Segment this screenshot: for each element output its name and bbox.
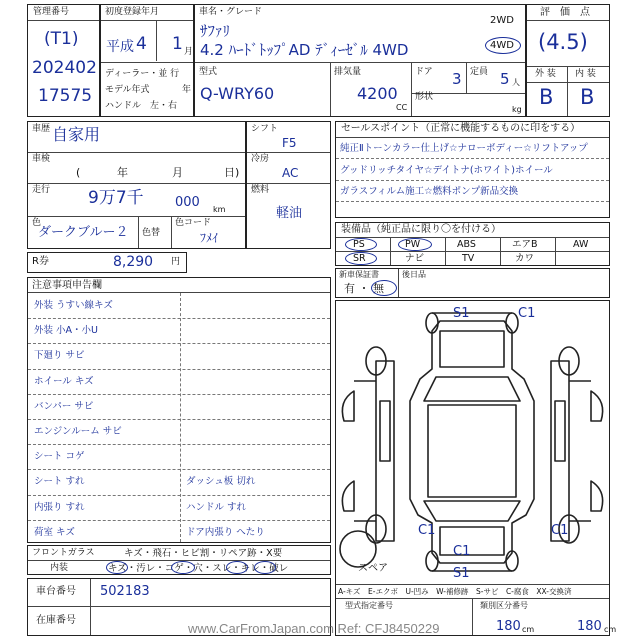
note-left-7: シート コゲ (34, 451, 85, 463)
shift-label: シフト (251, 124, 279, 134)
drive-4wd: 4WD (490, 40, 514, 51)
equip-airbag: エアB (512, 239, 538, 250)
warranty-circle (371, 280, 397, 296)
kg-unit: kg (512, 105, 522, 114)
watermark: www.CarFromJapan.com Ref: CFJ8450229 (188, 621, 440, 636)
cc-unit: CC (396, 103, 408, 112)
handle-label: ハンドル 左・右 (105, 101, 178, 111)
km-unit: km (213, 205, 226, 214)
door-label: ドア (415, 67, 433, 77)
category-label: 類別区分番号 (480, 601, 528, 610)
note-left-1: 外装 うすい線キズ (34, 300, 113, 311)
sales-point-1: 純正Ⅱトーンカラー仕上げ☆ナローボディー☆リフトアップ (340, 143, 588, 154)
year: 4 (136, 34, 147, 54)
note-left-4: ホイール キズ (34, 375, 94, 387)
sales-points-label: セールスポイント（正常に機能するものに印をする） (341, 123, 581, 134)
mgmt-number: 17575 (38, 86, 93, 106)
shift-value: F5 (282, 136, 297, 150)
stock-label: 在庫番号 (36, 615, 76, 626)
history-label: 車歴 (32, 124, 51, 134)
drive-2wd: 2WD (490, 15, 514, 26)
equip-leather: カワ (515, 253, 535, 264)
interior-label: 内 装 (575, 69, 596, 79)
note-left-6: エンジンルーム サビ (34, 426, 122, 437)
frame-label: 車台番号 (36, 586, 76, 597)
damage-mark-front-left: S1 (453, 306, 470, 321)
shaken-paren: ( (76, 166, 81, 179)
type-spec-label: 型式指定番号 (345, 601, 393, 610)
note-right-9: ハンドル すれ (186, 501, 247, 513)
note-left-5: バンパー サビ (34, 400, 94, 412)
type-label: 型式 (199, 67, 218, 77)
frame-value: 502183 (100, 584, 150, 599)
cm-right: cm (604, 625, 617, 634)
equip-aw: AW (573, 239, 589, 250)
note-left-3: 下廻り サビ (34, 350, 85, 362)
front-glass-label: フロントガラス (32, 548, 95, 558)
yen-unit: 円 (171, 257, 181, 267)
recycle-value: 8,290 (113, 254, 154, 270)
front-glass-options: キズ・飛石・ヒビ割・リペア跡・X要 (124, 548, 283, 559)
door-value: 3 (452, 70, 462, 88)
mileage-value: 9万7千 (88, 188, 144, 208)
interior-damage-label: 内装 (50, 563, 69, 573)
first-reg-label: 初度登録年月 (105, 7, 160, 17)
type-value: Q-WRY60 (200, 84, 275, 103)
color-change-label: 色替 (142, 228, 161, 238)
color-code-value: ﾌﾒｲ (200, 231, 219, 245)
exterior-label: 外 装 (535, 69, 556, 79)
ac-value: AC (282, 166, 299, 180)
month: 1 (172, 34, 183, 54)
fuel-value: 軽油 (276, 206, 303, 221)
shaken-year: 年 (117, 166, 128, 179)
shaken-month: 月 (172, 166, 183, 179)
damage-mark-rear-right: C1 (551, 523, 569, 538)
era: 平成 (106, 39, 134, 55)
equip-navi: ナビ (405, 253, 425, 264)
equipment-label: 装備品（純正品に限り〇を付ける） (341, 224, 501, 235)
damage-mark-front-right: C1 (518, 306, 536, 321)
spare-label: スペア (358, 563, 388, 574)
capacity-label: 定員 (470, 67, 489, 77)
sales-point-3: ガラスフィルム施工☆燃料ポンプ新品交換 (340, 186, 519, 197)
damage-mark-rear-left-side: C1 (418, 523, 436, 538)
interior-grade: B (580, 85, 595, 109)
damage-mark-rear-left: C1 (453, 544, 471, 559)
tire-left: 180 (496, 619, 521, 634)
grade: 4.2 ﾊｰﾄﾞﾄｯﾌﾟAD ﾃﾞｨｰｾﾞﾙ 4WD (200, 41, 409, 59)
mgmt-label: 管理番号 (33, 7, 70, 17)
equip-tv: TV (462, 253, 475, 264)
history-value: 自家用 (52, 125, 101, 144)
note-left-10: 荷室 キズ (34, 526, 75, 538)
capacity-unit: 人 (512, 78, 520, 87)
month-unit: 月 (184, 47, 194, 57)
dealer-label: ディーラー・並 行 (105, 69, 180, 79)
shape-label: 形状 (415, 92, 434, 102)
note-right-10: ドア内張り へたり (186, 526, 265, 538)
after-label: 後日品 (402, 270, 426, 279)
mileage-label: 走行 (32, 185, 51, 195)
color-code-label: 色コード (175, 218, 212, 228)
damage-mark-rear: S1 (453, 566, 470, 581)
capacity-value: 5 (500, 70, 510, 88)
car-name-label: 車名・グレード (199, 7, 263, 17)
damage-legend: A-キズ E-エクボ U-凹み W-補修跡 S-サビ C-腐食 XX-交換済 (338, 587, 572, 596)
displacement-label: 排気量 (334, 67, 362, 77)
mgmt-date: 202402 (32, 58, 97, 78)
color-label: 色 (32, 218, 42, 228)
warranty-label: 新車保証書 (339, 270, 379, 279)
displacement-value: 4200 (357, 84, 398, 103)
car-name: ｻﾌｧﾘ (200, 22, 231, 40)
model-year-label: モデル年式 (105, 85, 150, 95)
ac-label: 冷房 (251, 154, 270, 164)
recycle-box (27, 252, 187, 273)
shaken-day: 日) (224, 166, 240, 179)
cm-left: cm (522, 625, 535, 634)
shaken-label: 車検 (32, 154, 51, 164)
warranty-value: 有 ・ 無 (344, 282, 384, 295)
notes-label: 注意事項申告欄 (32, 280, 102, 291)
color-value: ダークブルー２ (38, 225, 129, 240)
rating-score: (4.5) (538, 30, 588, 54)
mgmt-code: (T1) (44, 29, 79, 49)
exterior-grade: B (539, 85, 554, 109)
note-left-2: 外装 小A・小U (34, 325, 98, 337)
tire-right: 180 (577, 619, 602, 634)
interior-damage-options: キズ・汚レ・コゲ・穴・スレ・キレ・破レ (108, 563, 289, 574)
equip-sr: SR (353, 253, 366, 264)
fuel-label: 燃料 (251, 185, 270, 195)
equip-ps: PS (353, 239, 365, 250)
sales-point-2: グッドリッチタイヤ☆デイトナ(ホワイト)ホイール (340, 165, 553, 176)
equip-abs: ABS (457, 239, 476, 250)
equip-pw: PW (405, 239, 421, 250)
note-left-9: 内張り すれ (34, 501, 85, 513)
mileage-zeros: 000 (175, 195, 200, 210)
car-diagram (336, 301, 609, 583)
recycle-label: R券 (32, 256, 49, 267)
note-left-8: シート すれ (34, 476, 85, 488)
model-year-unit: 年 (182, 85, 192, 95)
rating-label: 評 価 点 (540, 7, 590, 18)
note-right-8: ダッシュ板 切れ (186, 476, 256, 488)
